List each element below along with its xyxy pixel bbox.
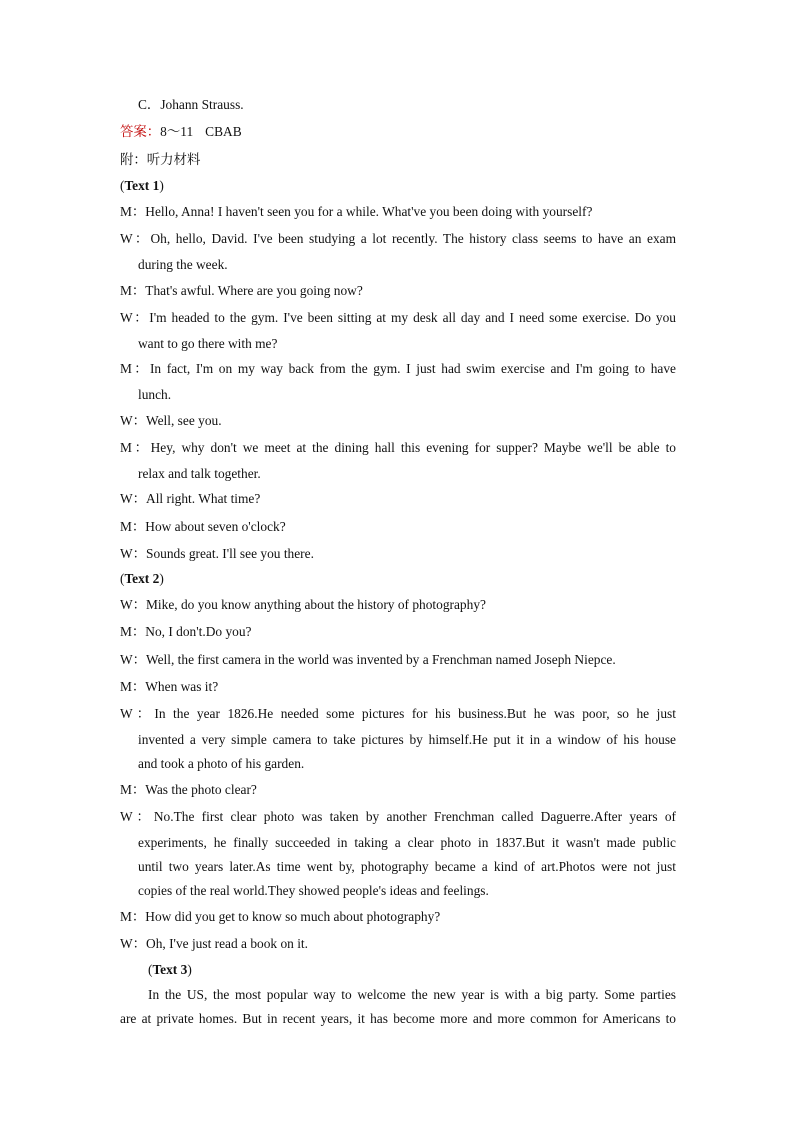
dialogue-line: M：No, I don't.Do you? xyxy=(120,624,252,639)
dialogue-line: M：Was the photo clear? xyxy=(120,782,257,797)
paragraph-line: In the US, the most popular way to welcome the new year is with a big party. Some parties xyxy=(148,987,676,1002)
paragraph-line: are at private homes. But in recent years, it has become more and more common for Americans to xyxy=(120,1011,676,1026)
dialogue-line: M：Hey, why don't we meet at the dining hall this evening for supper? Maybe we'll be able to xyxy=(120,440,676,455)
dialogue-line: W：Sounds great. I'll see you there. xyxy=(120,546,314,561)
heading-label: Text 1 xyxy=(124,178,160,193)
dialogue-line-cont: lunch. xyxy=(138,387,172,402)
dialogue-line: M：When was it? xyxy=(120,679,219,694)
paren-close: ) xyxy=(159,571,164,586)
dialogue-line: M：In fact, I'm on my way back from the gym. I just had swim exercise and I'm going to have xyxy=(120,361,676,376)
dialogue-line: M：That's awful. Where are you going now? xyxy=(120,283,363,298)
text3-heading xyxy=(148,961,704,979)
dialogue-line-cont: relax and talk together. xyxy=(138,466,261,481)
paren-close: ) xyxy=(187,962,192,977)
dialogue-line-cont: experiments, he finally succeeded in taking a clear photo in 1837.But it wasn't made public xyxy=(138,835,676,850)
dialogue-line: W：Mike, do you know anything about the history of photography? xyxy=(120,597,486,612)
dialogue-line: W：Oh, hello, David. I've been studying a lot recently. The history class seems to have an exam xyxy=(120,231,676,246)
dialogue-line: W：In the year 1826.He needed some pictures for his business.But he was poor, so he just xyxy=(120,706,676,721)
dialogue-line-cont: during the week. xyxy=(138,257,228,272)
dialogue-line-cont: copies of the real world.They showed people's ideas and feelings. xyxy=(138,883,489,898)
paren-open: ( xyxy=(120,571,125,586)
answer-line xyxy=(120,123,676,141)
dialogue-line: M：Hello, Anna! I haven't seen you for a while. What've you been doing with yourself? xyxy=(120,204,593,219)
text2-heading xyxy=(120,570,676,588)
answer-key: CBAB xyxy=(205,124,242,139)
dialogue-line: M：How about seven o'clock? xyxy=(120,519,286,534)
paren-open: ( xyxy=(148,962,153,977)
paren-open: ( xyxy=(120,178,125,193)
answer-range: 8～11 xyxy=(160,124,194,139)
answer-label: 答案： xyxy=(120,124,161,139)
paren-close: ) xyxy=(159,178,164,193)
heading-label: Text 2 xyxy=(124,571,160,586)
dialogue-line: W：All right. What time? xyxy=(120,491,261,506)
appendix-label: 附：听力材料 xyxy=(120,152,201,167)
dialogue-line: W：I'm headed to the gym. I've been sitting at my desk all day and I need some exercise. Do you xyxy=(120,310,676,325)
dialogue-line-cont: and took a photo of his garden. xyxy=(138,756,305,771)
dialogue-line: W：Well, the first camera in the world was invented by a Frenchman named Joseph Niepce. xyxy=(120,652,616,667)
text1-heading xyxy=(120,177,676,195)
dialogue-line-cont: invented a very simple camera to take pictures by himself.He put it in a window of his house xyxy=(138,732,676,747)
heading-label: Text 3 xyxy=(152,962,188,977)
dialogue-line: W：Oh, I've just read a book on it. xyxy=(120,936,308,951)
dialogue-line: M：How did you get to know so much about photography? xyxy=(120,909,441,924)
dialogue-line-cont: want to go there with me? xyxy=(138,336,278,351)
dialogue-line: W：No.The first clear photo was taken by another Frenchman called Daguerre.After years of xyxy=(120,809,676,824)
dialogue-line-cont: until two years later.As time went by, photography became a kind of art.Photos were not just xyxy=(138,859,676,874)
option-c: C．Johann Strauss. xyxy=(138,97,244,112)
dialogue-line: W：Well, see you. xyxy=(120,413,222,428)
